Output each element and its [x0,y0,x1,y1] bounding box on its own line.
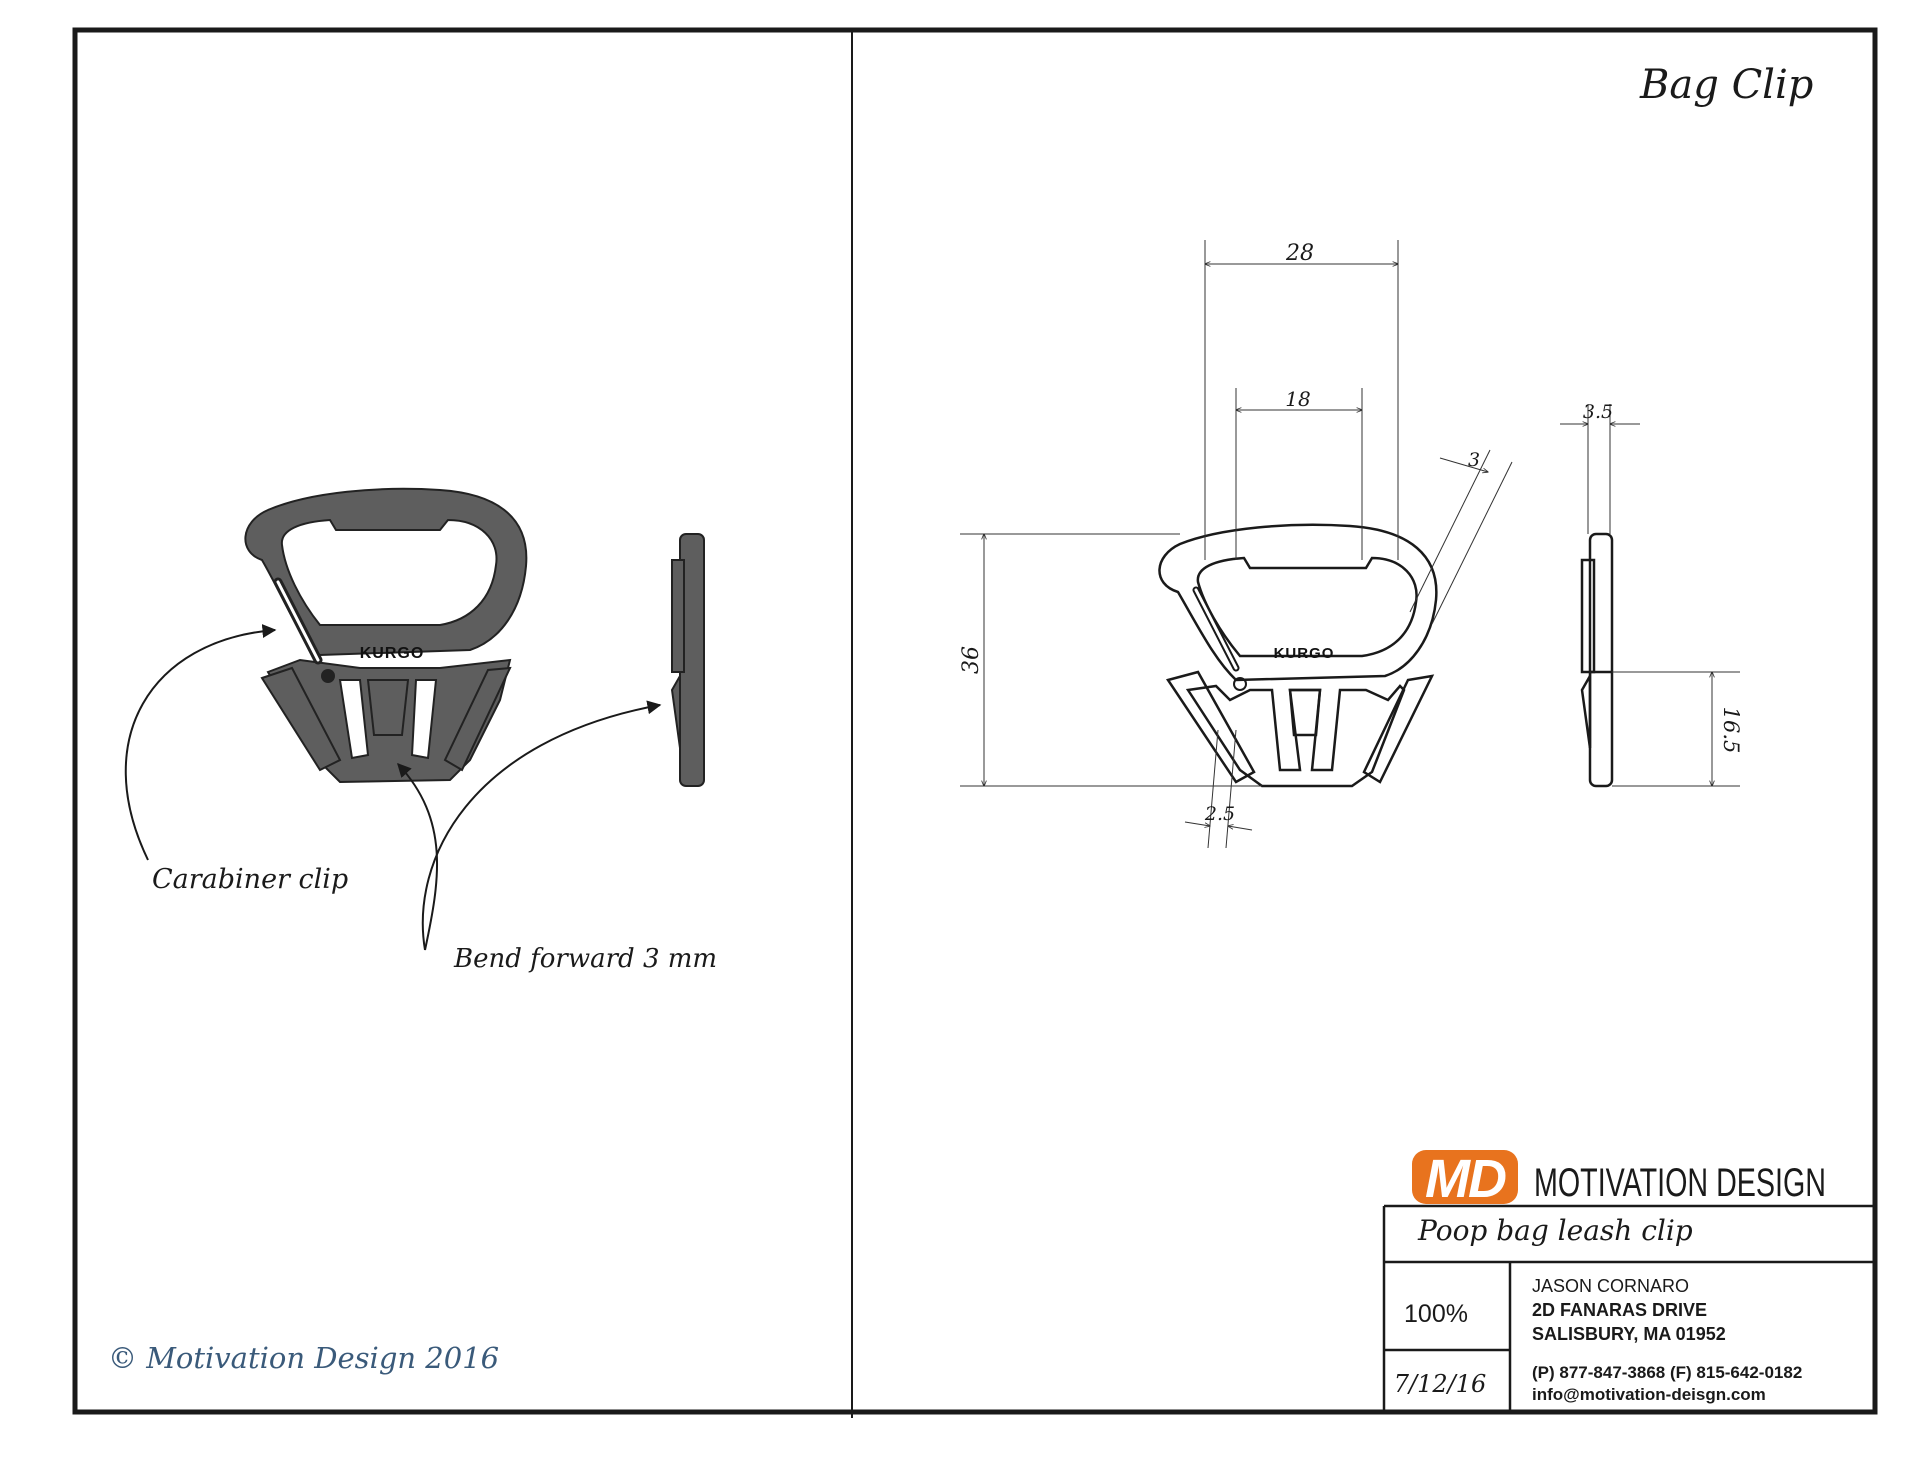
dim-thickness: 3.5 [1582,401,1614,423]
project-name: Poop bag leash clip [1418,1214,1693,1247]
callout-bend-label: Bend forward 3 mm [454,944,718,974]
address-line-2: SALISBURY, MA 01952 [1532,1324,1726,1344]
dim-prong-width: 2.5 [1204,803,1236,825]
drawing-scale: 100% [1404,1300,1468,1328]
dim-overall-width: 28 [1286,241,1314,266]
email-address: info@motivation-deisgn.com [1532,1385,1766,1404]
drawing-date: 7/12/16 [1393,1370,1487,1398]
left-clip-side-view [672,534,704,786]
callout-carabiner-label: Carabiner clip [152,864,349,895]
logo-letters: MD [1425,1149,1505,1209]
callout-arrow-carabiner [126,630,275,860]
address-line-1: 2D FANARAS DRIVE [1532,1300,1708,1320]
phone-numbers: (P) 877-847-3868 (F) 815-642-0182 [1532,1363,1803,1382]
copyright-notice: © Motivation Design 2016 [108,1341,500,1375]
right-clip-side-outline [1582,534,1612,786]
left-brand-mark: KURGO [359,645,425,662]
sheet-title: Bag Clip [1640,62,1814,108]
dim-tab-height: 16.5 [1719,706,1743,754]
right-brand-mark: KURGO [1273,645,1335,662]
dim-gate-width: 3 [1467,449,1481,471]
company-name: MOTIVATION DESIGN [1534,1161,1826,1205]
dim-inner-width: 18 [1285,387,1311,411]
designer-name: JASON CORNARO [1532,1276,1690,1296]
callout-arrow-bend-center [398,764,437,950]
dimension-lines [960,240,1740,848]
company-logo [1412,1149,1518,1209]
dim-overall-height: 36 [959,646,984,674]
left-clip-pivot [321,669,335,683]
